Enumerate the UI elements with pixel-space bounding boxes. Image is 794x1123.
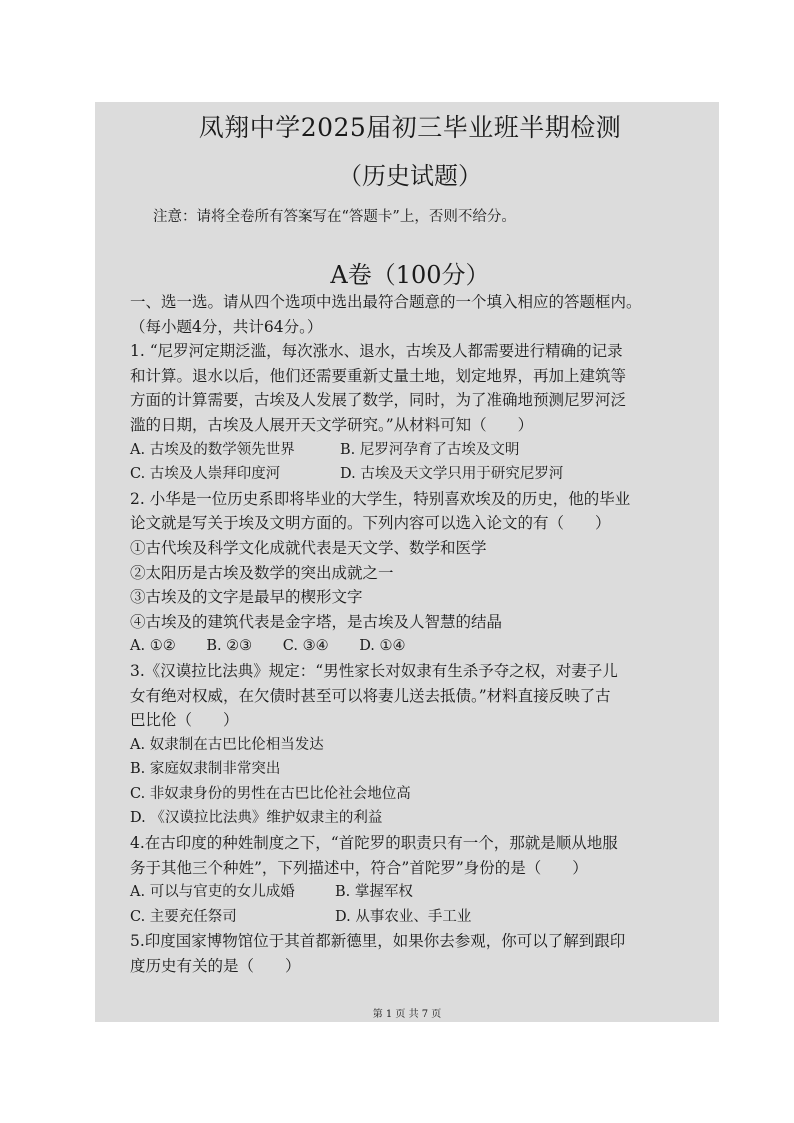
q4-option-d: D. 从事农业、手工业 — [335, 908, 472, 925]
q1-stem: 和计算。退水以后，他们还需要重新丈量土地，划定地界，再加上建筑等 — [130, 366, 627, 385]
q5-stem: 5.印度国家博物馆位于其首都新德里，如果你去参观，你可以了解到跟印 — [130, 932, 626, 951]
instruction-line: 一、选一选。请从四个选项中选出最符合题意的一个填入相应的答题框内。 — [130, 293, 642, 311]
q4-option-b: B. 掌握军权 — [335, 884, 413, 901]
q1-option-a: A. 古埃及的数学领先世界 — [130, 441, 295, 458]
q2-item: ①古代埃及科学文化成就代表是天文学、数学和医学 — [130, 538, 487, 557]
q3-option-a: A. 奴隶制在古巴比伦相当发达 — [130, 736, 324, 753]
q1-option-c: C. 古埃及人崇拜印度河 — [130, 466, 281, 483]
question-body — [130, 290, 688, 979]
q3-option-d: D. 《汉谟拉比法典》维护奴隶主的利益 — [130, 810, 383, 827]
section-title: A卷（100分） — [330, 261, 490, 289]
exam-subtitle: （历史试题） — [338, 162, 482, 190]
q5-stem: 度历史有关的是（ ） — [130, 957, 301, 976]
q2-item: ④古埃及的建筑代表是金字塔，是古埃及人智慧的结晶 — [130, 612, 503, 631]
exam-note: 注意：请将全卷所有答案写在“答题卡”上，否则不给分。 — [153, 209, 516, 225]
q2-stem: 论文就是写关于埃及文明方面的。下列内容可以选入论文的有（ ） — [130, 514, 611, 533]
exam-title: 凤翔中学2025届初三毕业班半期检测 — [198, 113, 622, 142]
q1-stem: 滥的日期，古埃及人展开天文学研究。”从材料可知（ ） — [130, 415, 534, 434]
q2-item: ③古埃及的文字是最早的楔形文字 — [130, 588, 363, 607]
q3-stem: 巴比伦（ ） — [130, 711, 239, 730]
q3-stem: 女有绝对权威，在欠债时甚至可以将妻儿送去抵债。”材料直接反映了古 — [130, 686, 611, 705]
q3-option-b: B. 家庭奴隶制非常突出 — [130, 761, 281, 778]
q2-option-b: B. ②③ — [206, 638, 253, 655]
q2-item: ②太阳历是古埃及数学的突出成就之一 — [130, 563, 394, 582]
q1-stem: 1. “尼罗河定期泛滥，每次涨水、退水，古埃及人都需要进行精确的记录 — [130, 342, 623, 361]
q1-option-d: D. 古埃及天文学只用于研究尼罗河 — [340, 466, 564, 483]
q1-options-row — [130, 462, 688, 487]
page-footer: 第 1 页 共 7 页 — [372, 1009, 442, 1020]
q4-options-row — [130, 905, 688, 930]
q3-stem: 3.《汉谟拉比法典》规定：“男性家长对奴隶有生杀予夺之权，对妻子儿 — [130, 661, 618, 680]
q2-options-row — [130, 634, 688, 659]
instruction-line: （每小题4分，共计64分。） — [130, 317, 323, 336]
q4-stem: 4.在古印度的种姓制度之下，“首陀罗的职责只有一个，那就是顺从地服 — [130, 834, 618, 853]
q1-options-row — [130, 438, 688, 463]
q4-options-row — [130, 880, 688, 905]
q4-option-a: A. 可以与官吏的女儿成婚 — [130, 884, 295, 901]
q2-stem: 2. 小华是一位历史系即将毕业的大学生，特别喜欢埃及的历史，他的毕业 — [130, 489, 631, 508]
q3-option-c: C. 非奴隶身份的男性在古巴比伦社会地位高 — [130, 785, 411, 802]
q2-option-d: D. ①④ — [359, 638, 406, 655]
exam-page — [95, 102, 719, 1022]
q2-option-c: C. ③④ — [282, 638, 329, 655]
q4-stem: 务于其他三个种姓”，下列描述中，符合”首陀罗”身份的是（ ） — [130, 858, 588, 877]
q1-option-b: B. 尼罗河孕育了古埃及文明 — [340, 441, 520, 458]
q1-stem: 方面的计算需要，古埃及人发展了数学，同时，为了准确地预测尼罗河泛 — [130, 391, 627, 410]
q2-option-a: A. ①② — [130, 638, 176, 655]
q4-option-c: C. 主要充任祭司 — [130, 908, 237, 925]
